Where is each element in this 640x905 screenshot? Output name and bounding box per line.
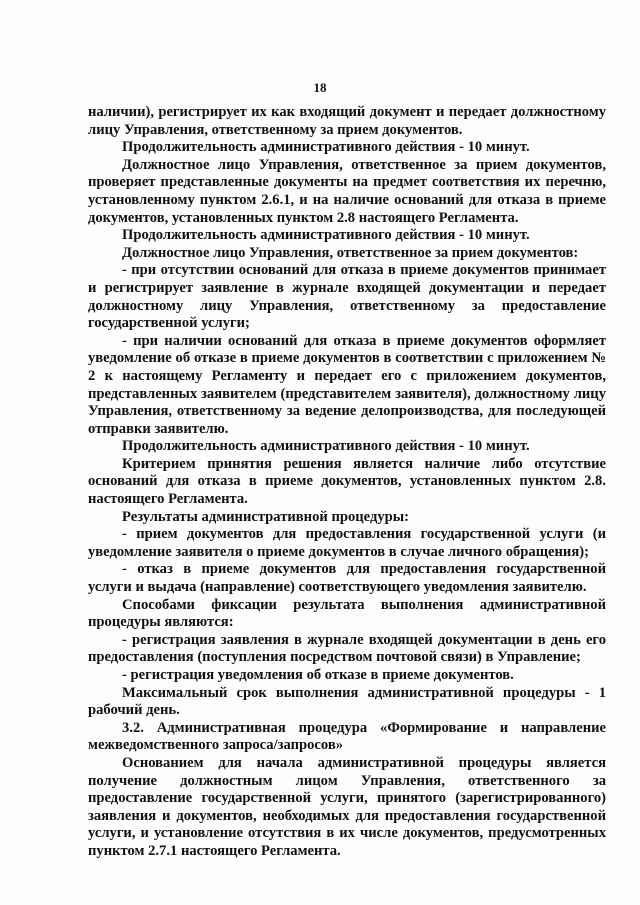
- paragraph: Должностное лицо Управления, ответственное за прием документов:: [122, 244, 579, 261]
- paragraph: Критерием принятия решения является наличие либо отсутствие оснований для отказа в приеме документов, установленных пунктом 2.8. настоящего Регламента.: [88, 455, 606, 508]
- paragraph: Максимальный срок выполнения административной процедуры - 1 рабочий день.: [88, 684, 606, 719]
- paragraph: Основанием для начала административной процедуры является получение должностным лицом Управления, ответственного за предоставление государственной услуги, принятого (зарегистрированного) заявления и документов, необходимых для предоставления государственной услуги, и установление отсутствия в их числе документов, предусмотренных пунктом 2.7.1 настоящего Регламента.: [88, 754, 606, 859]
- list-item: - при отсутствии оснований для отказа в приеме документов принимает и регистрирует заявление в журнале входящей документации и передает должностному лицу Управления, ответственному за предоставление государственной услуги;: [88, 262, 606, 332]
- list-item: - регистрация заявления в журнале входящей документации в день его предоставления (поступления посредством почтовой связи) в Управление;: [88, 631, 606, 666]
- paragraph: Продолжительность административного действия - 10 минут.: [122, 438, 530, 455]
- list-item: - при наличии оснований для отказа в приеме документов оформляет уведомление об отказе в приеме документов в соответствии с приложением № 2 к настоящему Регламенту и передает его с приложением документов, представленных заявителем (представителем заявителя), должностному лицу Управления, ответственному за ведение делопроизводства, для последующей отправки заявителю.: [88, 332, 606, 437]
- paragraph: Продолжительность административного действия - 10 минут.: [122, 139, 530, 156]
- list-item: - регистрация уведомления об отказе в приеме документов.: [122, 667, 514, 683]
- paragraph: наличии), регистрирует их как входящий документ и передает должностному лицу Управления, ответственному за прием документов.: [88, 104, 606, 138]
- paragraph: Продолжительность административного действия - 10 минут.: [122, 227, 530, 244]
- list-item: - отказ в приеме документов для предоставления государственной услуги и выдача (направление) соответствующего уведомления заявителю.: [88, 561, 606, 596]
- page-number: 18: [313, 80, 327, 95]
- paragraph: Результаты административной процедуры:: [122, 508, 410, 525]
- paragraph: Должностное лицо Управления, ответственное за прием документов, проверяет представленные документы на предмет соответствия их перечню, установленному пунктом 2.6.1, и на наличие оснований для отказа в приеме документов, установленных пунктом 2.8 настоящего Регламента.: [88, 156, 606, 226]
- paragraph: Способами фиксации результата выполнения административной процедуры являются:: [88, 596, 606, 631]
- document-body: [88, 104, 606, 861]
- section-heading: 3.2. Административная процедура «Формирование и направление межведомственного запроса/запросов»: [88, 719, 606, 754]
- list-item: - прием документов для предоставления государственной услуги (и уведомление заявителя о приеме документов в случае личного обращения);: [88, 526, 606, 560]
